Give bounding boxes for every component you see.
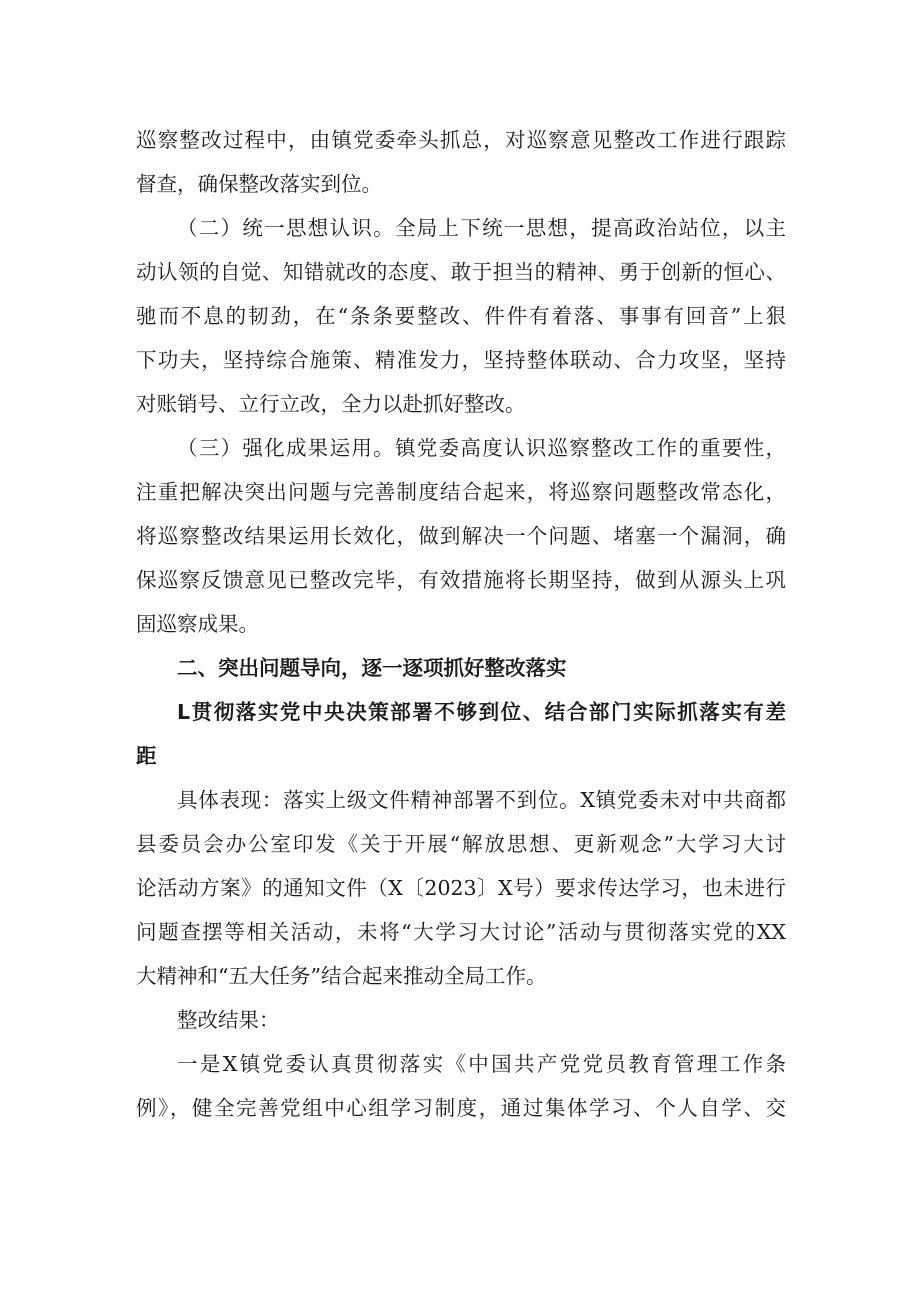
paragraph-line: 将巡察整改结果运用长效化，做到解决一个问题、堵塞一个漏洞，确 [136,524,786,548]
paragraph-line: 一是X镇党委认真贯彻落实《中国共产党党员教育管理工作条 [177,1052,786,1076]
paragraph-line: （三）强化成果运用。镇党委高度认识巡察整改工作的重要性， [177,436,786,460]
paragraph-line: 大精神和“五大任务”结合起来推动全局工作。 [136,964,547,988]
paragraph-line: 保巡察反馈意见已整改完毕，有效措施将长期坚持，做到从源头上巩 [136,568,786,592]
paragraph-line: 整改结果： [177,1008,280,1032]
paragraph-line: 固巡察成果。 [136,612,259,636]
paragraph-line: 县委员会办公室印发《关于开展“解放思想、更新观念”大学习大讨 [136,832,786,856]
paragraph-line: 具体表现：落实上级文件精神部署不到位。X镇党委未对中共商都 [177,788,786,812]
paragraph-line: 动认领的自觉、知错就改的态度、敢于担当的精神、勇于创新的恒心、 [136,260,786,284]
paragraph-line: 问题查摆等相关活动，未将“大学习大讨论”活动与贯彻落实党的XX [136,920,786,944]
paragraph-line: （二）统一思想认识。全局上下统一思想，提高政治站位，以主 [177,216,786,240]
heading-line: L贯彻落实党中央决策部署不够到位、结合部门实际抓落实有差 [177,700,786,724]
paragraph-line: 下功夫，坚持综合施策、精准发力，坚持整体联动、合力攻坚，坚持 [136,348,786,372]
paragraph-line: 注重把解决突出问题与完善制度结合起来，将巡察问题整改常态化， [136,480,786,504]
paragraph-line: 论活动方案》的通知文件（X〔2023〕X号）要求传达学习，也未进行 [136,876,786,900]
paragraph-line: 巡察整改过程中，由镇党委牵头抓总，对巡察意见整改工作进行跟踪 [136,128,786,152]
heading-line: 二、突出问题导向，逐一逐项抓好整改落实 [177,656,567,680]
paragraph-line: 例》，健全完善党组中心组学习制度，通过集体学习、个人自学、交 [136,1096,786,1120]
paragraph-line: 督查，确保整改落实到位。 [136,172,382,196]
document-body [136,118,786,1130]
heading-line: 距 [136,744,157,768]
paragraph-line: 驰而不息的韧劲，在“条条要整改、件件有着落、事事有回音”上狠 [136,304,786,328]
paragraph-line: 对账销号、立行立改，全力以赴抓好整改。 [136,392,526,416]
